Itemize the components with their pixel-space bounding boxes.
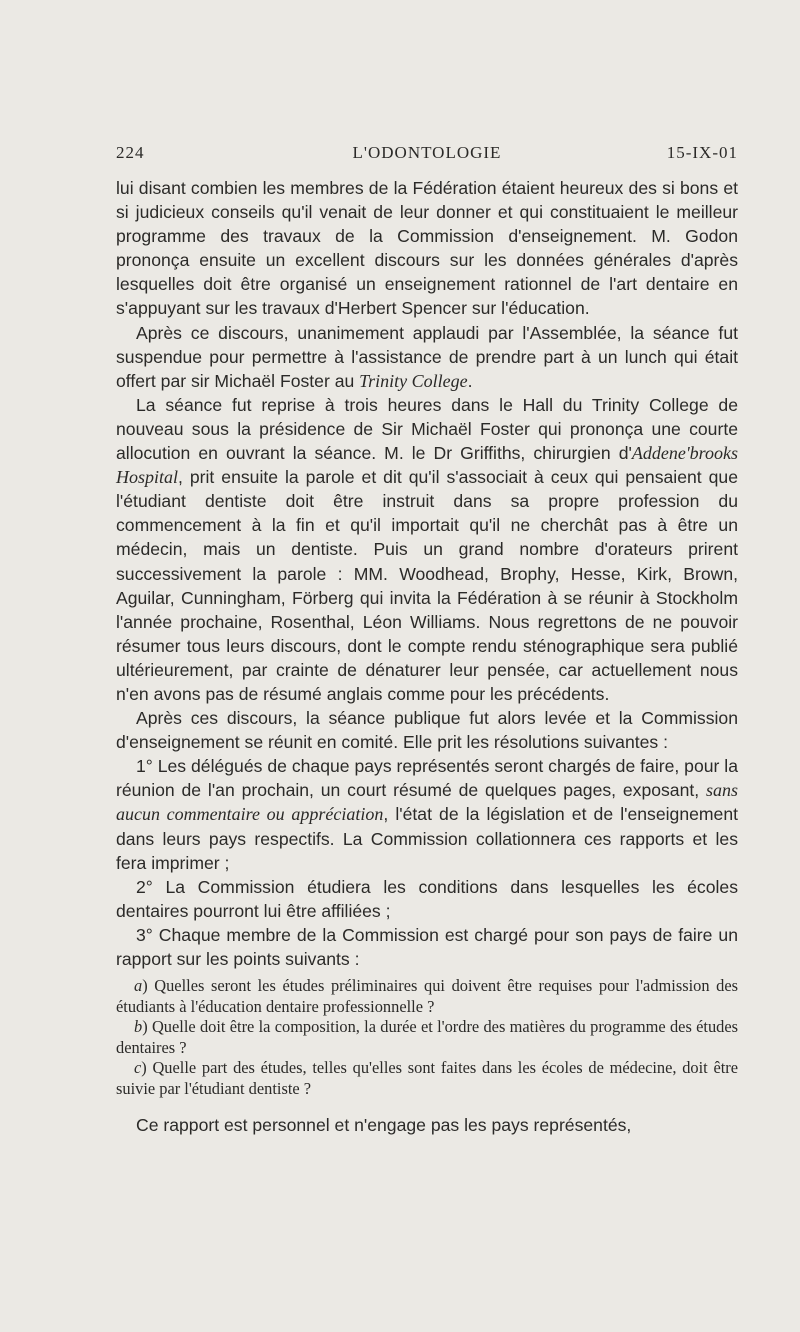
question-a-letter: a xyxy=(134,976,143,996)
paragraph-1: lui disant combien les membres de la Fédération étaient heureux des si bons et si judicieux conseils qu'il venait de leur donner et qui constituaient le meilleur programme des travaux de la Commission d'enseignement. M. Godon prononça ensuite un excellent discours sur les données générales d'après lesquelles doit être organisé un enseignement rationnel de l'art dentaire en s'appuyant sur les travaux d'Herbert Spencer sur l'éducation. xyxy=(116,178,738,319)
question-b-letter: b xyxy=(134,1017,143,1037)
running-header xyxy=(116,143,738,169)
hospital-name-italic: Addene'brooks Hospital xyxy=(116,443,738,488)
resolution-1-text: 1° Les délégués de chaque pays représentés seront chargés de faire, pour la réunion de l'an prochain, un court résumé de quelques pages, exposant, xyxy=(116,756,738,801)
question-c xyxy=(116,1058,738,1099)
resolution-1-rest: , l'état de la législation et de l'enseignement dans leurs pays respectifs. La Commission collationnera ces rapports et les fera imprimer ; xyxy=(116,804,739,873)
paragraph-3-rest: , prit ensuite la parole et dit qu'il s'associait à ceux qui pensaient que l'étudiant dentiste doit être instruit dans sa propre profession du commencement à la fin et qu'il importait qu'il ne cherchât pas à être un médecin, mais un dentiste. Puis un grand nombre d'orateurs prirent successivement la parole : MM. Woodhead, Brophy, Hesse, Kirk, Brown, Aguilar, Cunningham, Förberg qui invita la Fédération à se réunir à Stockholm l'année prochaine, Rosenthal, Léon Williams. Nous regrettons de ne pouvoir résumer tous leurs discours, dont le compte rendu sténographique sera publié ultérieurement, par crainte de dénaturer leur pensée, car actuellement nous n'en avons pas de résumé anglais comme pour les précédents. xyxy=(116,467,738,704)
journal-title: L'ODONTOLOGIE xyxy=(352,143,502,162)
trinity-college-italic: Trinity College xyxy=(359,370,468,391)
paragraph-2 xyxy=(116,321,738,393)
paragraph-last: Ce rapport est personnel et n'engage pas les pays représentés, xyxy=(136,1115,632,1136)
paragraph-2-end: . xyxy=(467,370,473,391)
question-a-text: ) Quelles seront les études préliminaires qui doivent être requises pour l'admission des étudiants à l'éducation dentaire professionnelle ? xyxy=(116,976,738,1016)
paragraph-3 xyxy=(116,393,738,706)
paragraph-4: Après ces discours, la séance publique fut alors levée et la Commission d'enseignement se réunit en comité. Elle prit les résolutions suivantes : xyxy=(116,708,738,753)
paragraph-3-text: La séance fut reprise à trois heures dans le Hall du Trinity College de nouveau sous la présidence de Sir Michaël Foster qui prononça une courte allocution en ouvrant la séance. M. le Dr Griffiths, chirurgien d' xyxy=(116,394,738,464)
question-b xyxy=(116,1017,738,1058)
resolution-1 xyxy=(116,754,738,874)
resolution-3: 3° Chaque membre de la Commission est chargé pour son pays de faire un rapport sur les points suivants : xyxy=(116,924,738,969)
issue-date: 15-IX-01 xyxy=(666,143,738,162)
article-body xyxy=(116,176,738,1137)
question-a xyxy=(116,976,738,1017)
question-b-text: ) Quelle doit être la composition, la durée et l'ordre des matières du programme des études dentaires ? xyxy=(116,1017,738,1057)
question-c-text: ) Quelle part des études, telles qu'elles sont faites dans les écoles de médecine, doit être suivie par l'étudiant dentiste ? xyxy=(116,1058,738,1098)
page-number: 224 xyxy=(116,143,145,162)
paragraph-2-text: Après ce discours, unanimement applaudi par l'Assemblée, la séance fut suspendue pour permettre à l'assistance de prendre part à un lunch qui était offert par sir Michaël Foster au xyxy=(116,322,738,391)
resolution-2: 2° La Commission étudiera les conditions dans lesquelles les écoles dentaires pourront lui être affiliées ; xyxy=(116,876,738,921)
question-c-letter: c xyxy=(134,1058,142,1078)
resolution-1-italic: sans aucun commentaire ou appréciation xyxy=(116,780,738,825)
